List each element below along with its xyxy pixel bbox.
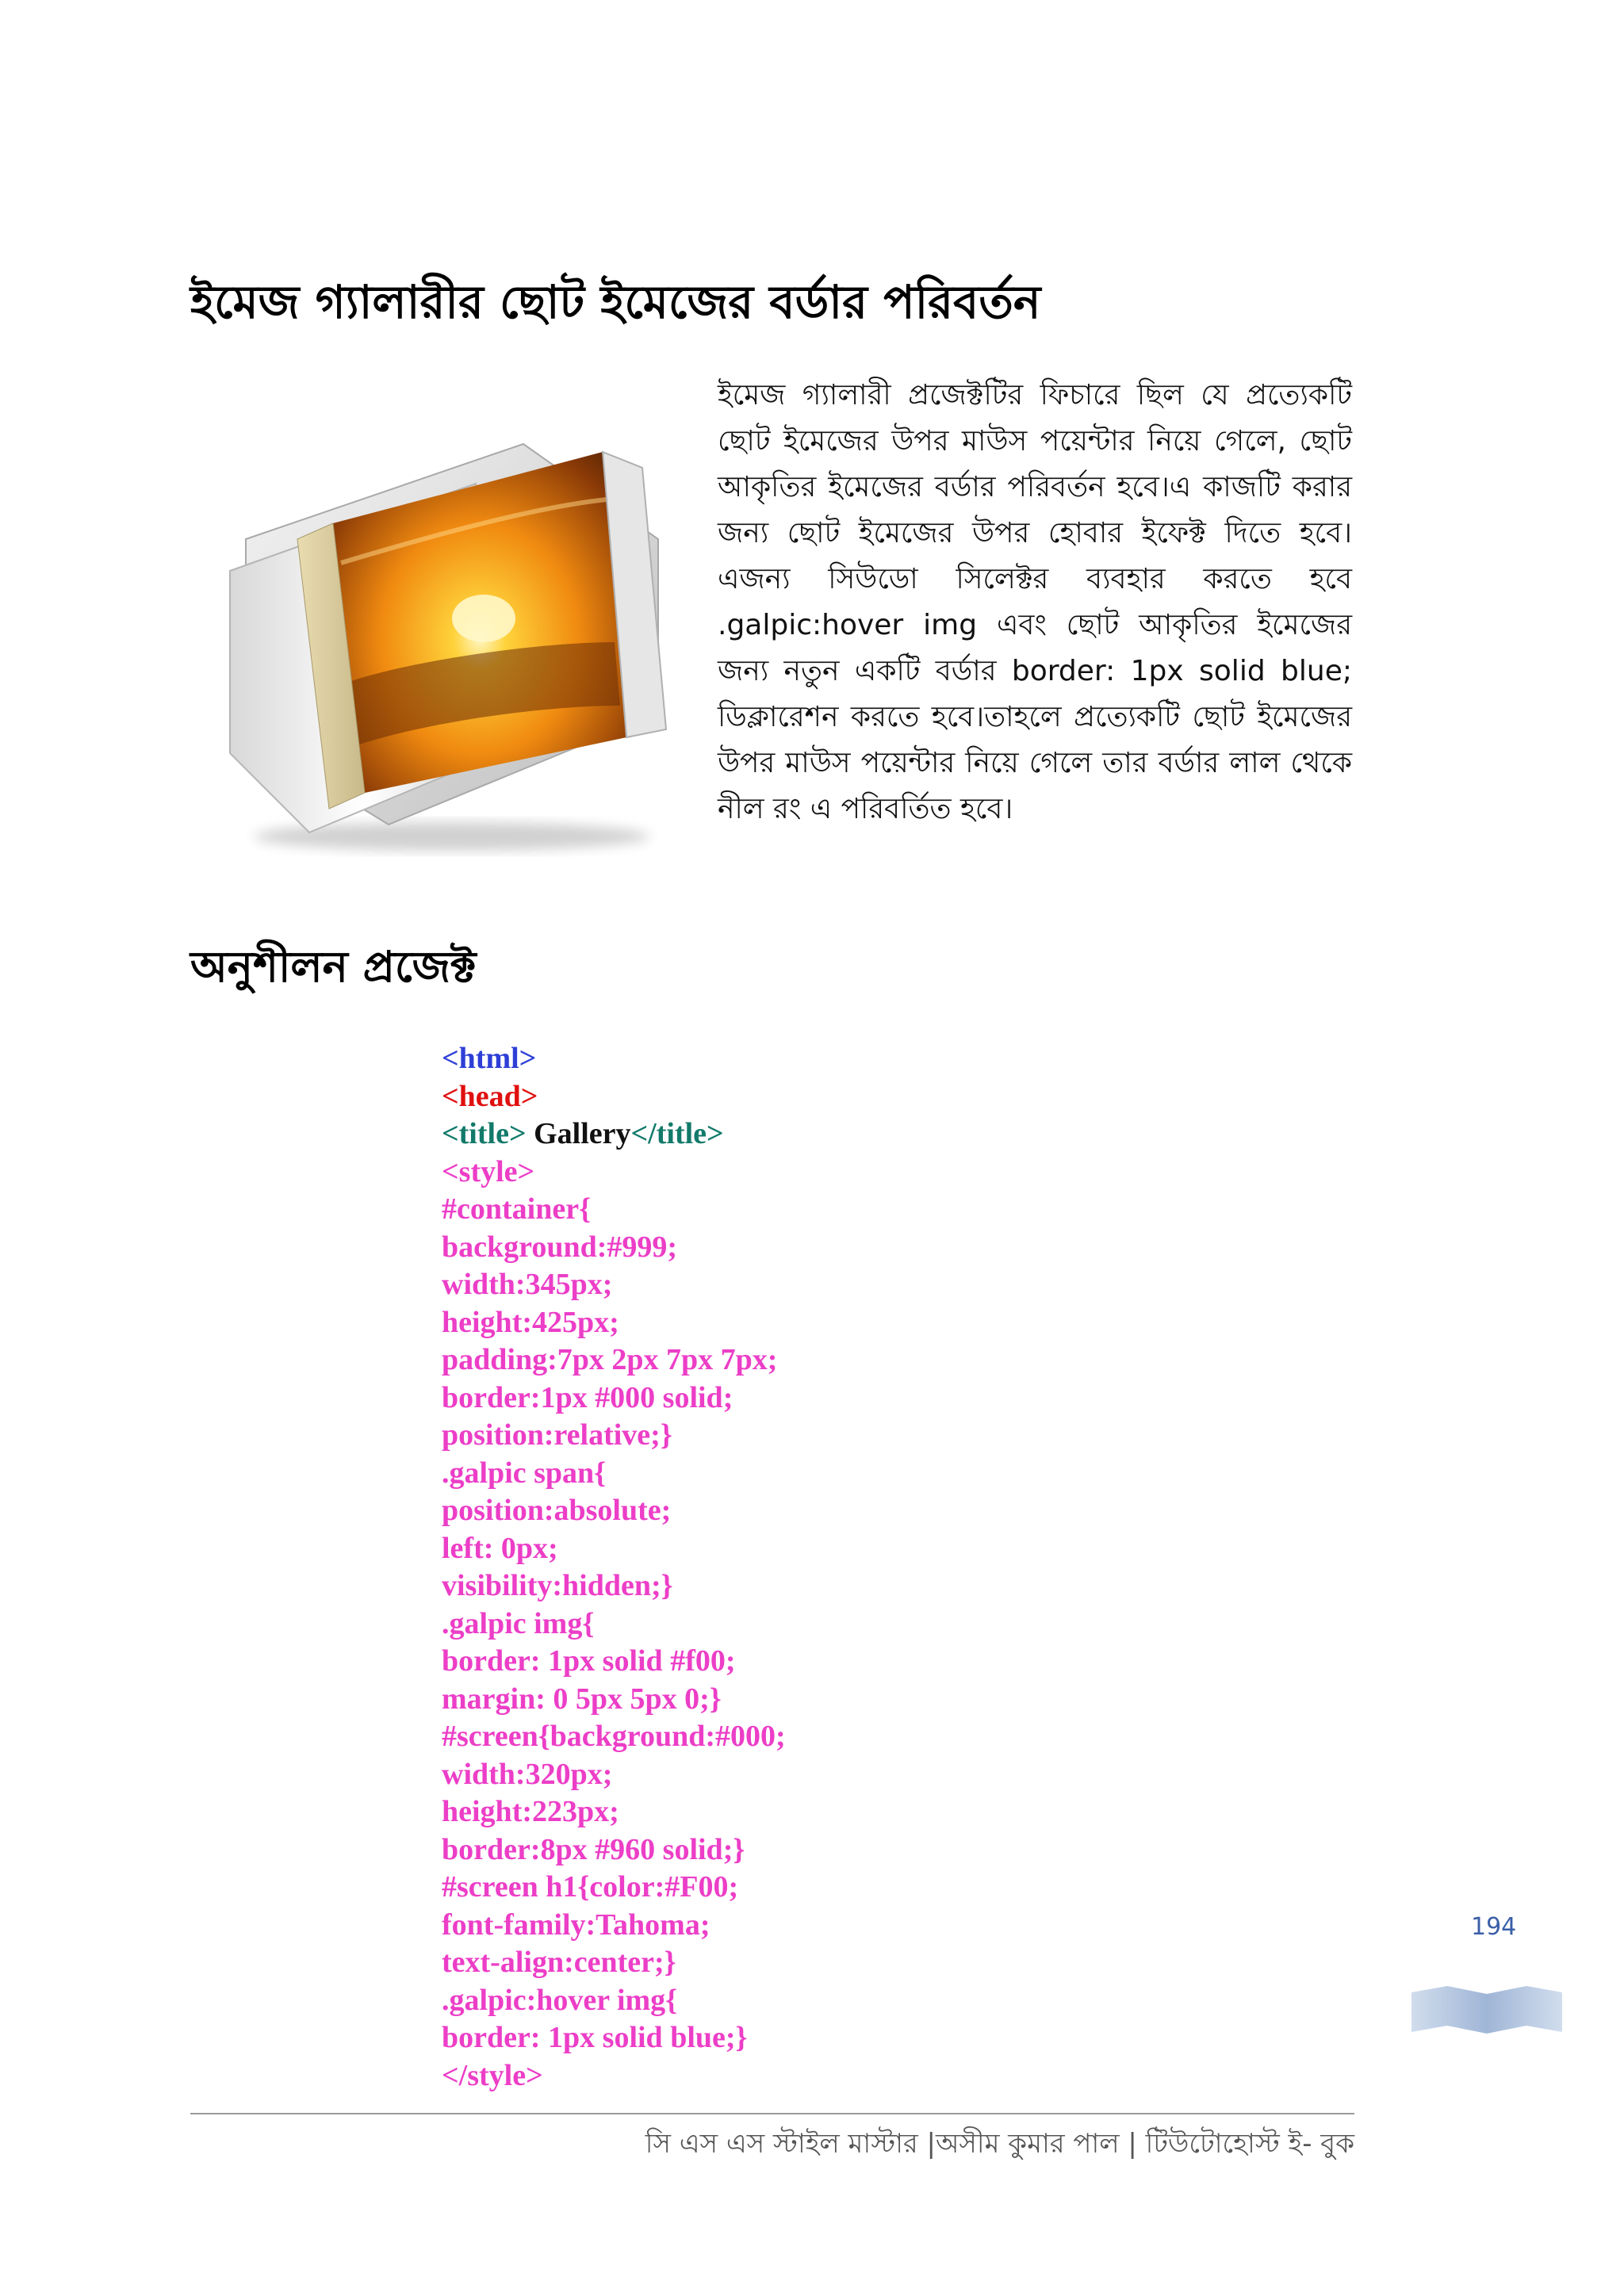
description-paragraph: ইমেজ গ্যালারী প্রজেক্টটির ফিচারে ছিল যে প্রত্যেকটি ছোট ইমেজের উপর মাউস পয়েন্টার নিয়ে গেলে, ছোট আকৃতির ইমেজের বর্ডার পরিবর্তন হবে।এ কাজটি করার জন্য ছোট ইমেজের উপর হোবার ইফেক্ট দিতে হবে। এজন্য সিউডো সিলেক্টর ব্যবহার করতে হবে .galpic:hover img এবং ছোট আকৃতির ইমেজের জন্য নতুন একটি বর্ডার border: 1px solid blue; ডিক্লারেশন করতে হবে।তাহলে প্রত্যেকটি ছোট ইমেজের উপর মাউস পয়েন্টার নিয়ে গেলে তার বর্ডার লাল থেকে নীল রং এ পরিবর্তিত হবে। xyxy=(718,379,1352,825)
code-line: font-family:Tahoma; xyxy=(442,1908,710,1942)
code-line: visibility:hidden;} xyxy=(442,1569,673,1602)
practice-title: অনুশীলন প্রজেক্ট xyxy=(190,942,477,992)
code-line: width:320px; xyxy=(442,1757,613,1791)
page-number: 194 xyxy=(1471,1913,1517,1941)
code-line: <html> xyxy=(442,1042,537,1075)
code-line: border: 1px solid blue;} xyxy=(442,2021,748,2054)
code-line: padding:7px 2px 7px 7px; xyxy=(442,1343,778,1376)
section-title: ইমেজ গ্যালারীর ছোট ইমেজের বর্ডার পরিবর্তন xyxy=(190,275,1041,329)
code-line: <head> xyxy=(442,1079,538,1113)
code-line: border:8px #960 solid;} xyxy=(442,1832,745,1866)
code-line: width:345px; xyxy=(442,1268,613,1301)
code-line: background:#999; xyxy=(442,1230,678,1264)
code-listing xyxy=(442,1040,786,2095)
code-line: text-align:center;} xyxy=(442,1946,676,1979)
code-line: <style> xyxy=(442,1154,535,1188)
code-line: border: 1px solid #f00; xyxy=(442,1644,736,1678)
code-line: height:425px; xyxy=(442,1305,619,1339)
code-line: .galpic span{ xyxy=(442,1456,607,1490)
code-line: .galpic:hover img{ xyxy=(442,1983,678,2017)
code-line: </style> xyxy=(442,2058,543,2092)
code-line: #container{ xyxy=(442,1192,592,1226)
footer-divider xyxy=(190,2113,1354,2114)
code-line: margin: 0 5px 5px 0;} xyxy=(442,1682,722,1716)
ribbon-icon xyxy=(1408,1978,1566,2042)
code-line: #screen{background:#000; xyxy=(442,1720,786,1753)
code-line: .galpic img{ xyxy=(442,1606,595,1640)
code-line: left: 0px; xyxy=(442,1531,558,1565)
code-line: border:1px #000 solid; xyxy=(442,1380,733,1414)
code-line: #screen h1{color:#F00; xyxy=(442,1870,739,1904)
code-line: height:223px; xyxy=(442,1795,619,1828)
code-line: position:relative;} xyxy=(442,1418,672,1452)
code-line: position:absolute; xyxy=(442,1494,672,1527)
photo-folder-sunset-icon xyxy=(214,420,690,864)
footer-text: সি এস এস স্টাইল মাস্টার |অসীম কুমার পাল | টিউটোহোস্ট ই- বুক xyxy=(645,2128,1354,2160)
code-line: <title> Gallery</title> xyxy=(442,1117,724,1150)
